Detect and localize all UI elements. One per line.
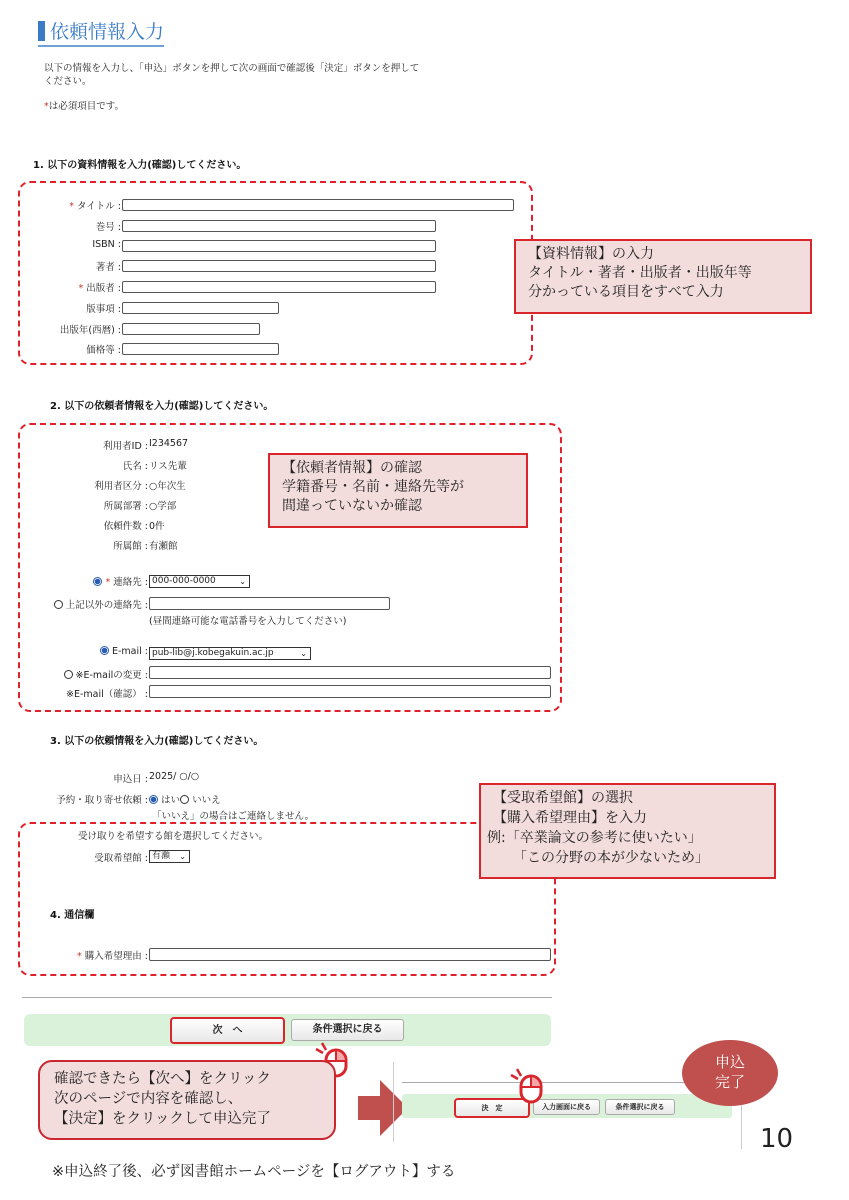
other-contact-hint: (昼間連絡可能な電話番号を入力してください) <box>149 616 347 627</box>
section-2-heading: 2. 以下の依頼者情報を入力(確認)してください。 <box>50 401 274 412</box>
instruction-line: 【決定】をクリックして申込完了 <box>54 1111 271 1127</box>
email-radio-selected[interactable] <box>100 646 109 655</box>
field-input[interactable] <box>122 281 436 293</box>
section-1-heading: 1. 以下の資料情報を入力(確認)してください。 <box>33 160 247 171</box>
email-change-label <box>64 667 149 681</box>
field-label <box>96 219 121 233</box>
field-label-text: 出版者 : <box>86 283 121 294</box>
pickup-label: 受取希望館 : <box>94 853 148 864</box>
page-corner-line <box>741 1105 742 1149</box>
instruction-line: 次のページで内容を確認し、 <box>54 1091 243 1107</box>
reserve-yes-label: はい <box>161 795 181 806</box>
decide-button[interactable]: 決 定 <box>454 1098 530 1118</box>
email-change-radio[interactable] <box>64 670 73 679</box>
field-input[interactable] <box>122 199 514 211</box>
contact-label-text: 連絡先 : <box>113 577 148 588</box>
instruction-bubble <box>38 1060 336 1140</box>
section-3-heading: 3. 以下の依頼情報を入力(確認)してください。 <box>50 736 264 747</box>
callout-line: 【資料情報】の入力 <box>528 246 654 262</box>
reserve-no-radio[interactable] <box>180 795 189 804</box>
email-confirm-label: ※E-mail（確認） : <box>66 689 148 700</box>
callout-line: 例:「卒業論文の参考に使いたい」 <box>487 830 702 846</box>
email-select[interactable] <box>149 647 311 660</box>
field-label <box>60 322 121 336</box>
other-contact-input[interactable] <box>149 597 390 610</box>
intro-text <box>44 62 419 88</box>
back-to-conditions-button-preview[interactable]: 条件選択に戻る <box>605 1099 675 1115</box>
info-value: ○年次生 <box>149 481 186 492</box>
intro-line-2: ください。 <box>44 76 92 87</box>
email-select-value: pub-lib@j.kobegakuin.ac.jp <box>152 648 274 658</box>
info-label: 依頼件数 : <box>103 521 148 532</box>
reserve-label: 予約・取り寄せ依頼 : <box>56 795 148 806</box>
info-value: I234567 <box>149 438 189 449</box>
requester-info-callout <box>268 453 528 528</box>
field-label-text: 著者 : <box>95 262 121 273</box>
required-asterisk: * <box>44 101 49 112</box>
back-to-input-button[interactable]: 入力画面に戻る <box>533 1099 600 1115</box>
apply-date-value: 2025/ ○/○ <box>149 771 200 782</box>
contact-radio-selected[interactable] <box>93 577 102 586</box>
intro-line-1: 以下の情報を入力し、「申込」ボタンを押して次の画面で確認後「決定」ボタンを押して <box>44 63 420 74</box>
field-label-text: 版事項 : <box>86 304 121 315</box>
mouse-click-icon <box>507 1066 547 1106</box>
reserve-yes-radio[interactable] <box>149 795 158 804</box>
email-confirm-input[interactable] <box>149 685 551 698</box>
field-label <box>86 301 121 315</box>
info-label: 所属館 : <box>113 541 148 552</box>
required-note <box>44 100 124 113</box>
reserve-note: 「いいえ」の場合はご連絡しません。 <box>152 811 315 822</box>
required-note-text: は必須項目です。 <box>48 101 124 112</box>
field-label-text: 出版年(西暦) : <box>59 325 121 336</box>
apply-date-label: 申込日 : <box>113 774 148 785</box>
footer-note: ※申込終了後、必ず図書館ホームページを【ログアウト】する <box>52 1164 456 1180</box>
field-input[interactable] <box>122 302 279 314</box>
required-asterisk: * <box>69 201 77 212</box>
contact-select[interactable] <box>149 575 250 588</box>
info-value: リス先輩 <box>149 461 187 472</box>
reason-label-text: 購入希望理由 : <box>84 951 148 962</box>
info-value: 0件 <box>149 521 165 532</box>
field-input[interactable] <box>122 260 436 272</box>
pickup-reason-callout <box>479 783 776 879</box>
chevron-down-icon: ⌄ <box>300 649 307 658</box>
page-number: 10 <box>760 1124 794 1154</box>
field-label-text: ISBN : <box>92 239 121 250</box>
field-label <box>86 342 121 356</box>
preview-divider <box>393 1062 394 1142</box>
field-label-text: タイトル : <box>76 201 121 212</box>
field-label <box>92 239 121 250</box>
callout-line: タイトル・著者・出版者・出版年等 <box>528 265 752 281</box>
other-contact-label <box>54 597 148 611</box>
callout-line: 【購入希望理由】を入力 <box>493 810 647 826</box>
reserve-options <box>149 792 221 806</box>
complete-badge <box>682 1040 778 1106</box>
callout-line: 「この分野の本が少ないため」 <box>513 850 709 866</box>
callout-line: 間違っていないか確認 <box>282 498 422 514</box>
action-bar <box>24 1014 551 1046</box>
next-button[interactable]: 次 へ <box>170 1017 285 1044</box>
chevron-down-icon: ⌄ <box>179 852 186 861</box>
reserve-no-label: いいえ <box>192 795 221 806</box>
info-label: 氏名 : <box>122 461 148 472</box>
field-label <box>96 259 121 273</box>
pickup-select[interactable] <box>149 850 190 863</box>
purchase-reason-input[interactable] <box>149 948 551 961</box>
callout-line: 【受取希望館】の選択 <box>493 790 633 806</box>
arrow-right-icon <box>358 1080 408 1136</box>
required-asterisk: * <box>105 577 111 588</box>
pickup-prompt: 受け取りを希望する館を選択してください。 <box>78 831 269 842</box>
field-input[interactable] <box>122 240 436 252</box>
pickup-select-value: 有瀬 <box>152 851 171 861</box>
field-label-text: 価格等 : <box>86 345 121 356</box>
contact-label <box>93 574 148 588</box>
section-4-heading: 4. 通信欄 <box>50 910 95 921</box>
callout-line: 学籍番号・名前・連絡先等が <box>282 479 464 495</box>
email-label-text: E-mail : <box>111 646 148 657</box>
email-change-input[interactable] <box>149 666 551 679</box>
field-label <box>69 198 121 212</box>
required-asterisk: * <box>76 951 82 962</box>
other-contact-radio[interactable] <box>54 600 63 609</box>
info-value: ○学部 <box>149 501 177 512</box>
badge-line: 完了 <box>714 1073 745 1091</box>
callout-line: 分かっている項目をすべて入力 <box>528 284 724 300</box>
info-label: 利用者ID : <box>103 441 148 452</box>
field-label-text: 巻号 : <box>95 222 121 233</box>
info-value: 有瀬館 <box>149 541 178 552</box>
material-info-callout <box>514 239 812 314</box>
back-to-conditions-button[interactable]: 条件選択に戻る <box>291 1019 404 1041</box>
email-label <box>100 646 148 657</box>
info-label: 利用者区分 : <box>94 481 148 492</box>
field-input[interactable] <box>122 323 260 335</box>
instruction-line: 確認できたら【次へ】をクリック <box>54 1071 271 1087</box>
field-input[interactable] <box>122 343 279 355</box>
contact-select-value: 000-000-0000 <box>152 576 216 586</box>
field-label <box>78 280 121 294</box>
page-title <box>38 20 164 47</box>
field-input[interactable] <box>122 220 436 232</box>
email-change-label-text: ※E-mailの変更 : <box>75 670 148 681</box>
required-asterisk: * <box>78 283 87 294</box>
chevron-down-icon: ⌄ <box>239 577 246 586</box>
other-contact-label-text: 上記以外の連絡先 : <box>65 600 148 611</box>
info-label: 所属部署 : <box>103 501 148 512</box>
preview-hr <box>402 1082 714 1083</box>
callout-line: 【依頼者情報】の確認 <box>282 460 422 476</box>
page-title-text: 依頼情報入力 <box>50 21 165 43</box>
badge-line: 申込 <box>714 1053 745 1071</box>
reason-label <box>77 948 148 962</box>
divider <box>22 997 552 998</box>
title-bar-decoration <box>38 21 45 41</box>
